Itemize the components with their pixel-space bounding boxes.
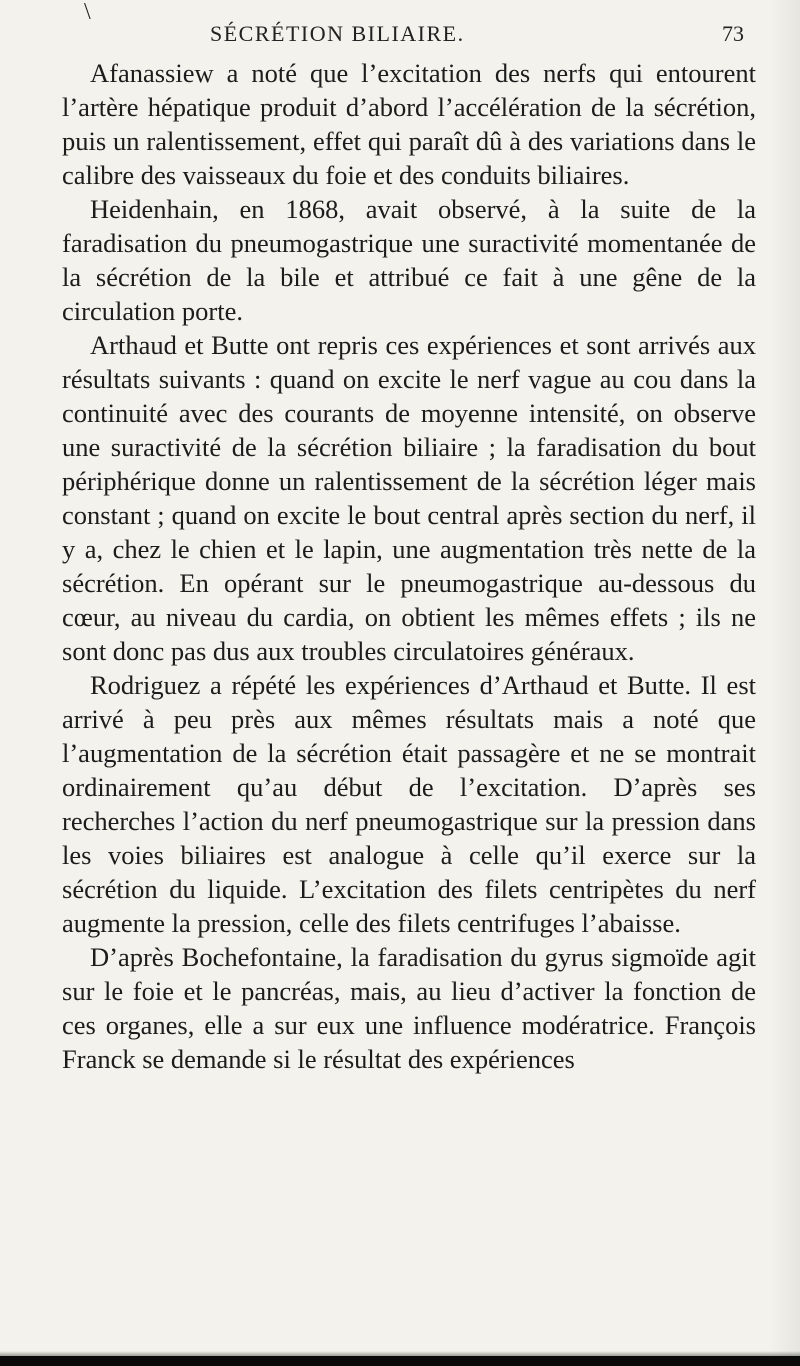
body-text: [62, 56, 756, 1076]
paragraph-bochefontaine: D’après Bochefontaine, la faradisation du gyrus sigmoïde agit sur le foie et le pancréas, mais, au lieu d’activer la fonction de ces organes, elle a sur eux une influence modératrice. François Franck se demande si le résultat des expériences: [62, 942, 756, 1074]
paragraph-rodriguez: Rodriguez a répété les expériences d’Arthaud et Butte. Il est arrivé à peu près aux mêmes résultats mais a noté que l’augmentation de la sécrétion était passagère et ne se montrait ordinairement qu’au début de l’excitation. D’après ses recherches l’action du nerf pneumogastrique sur la pression dans les voies biliaires est analogue à celle qu’il exerce sur la sécrétion du liquide. L’excitation des filets centripètes du nerf augmente la pression, celle des filets centrifuges l’abaisse.: [62, 670, 756, 938]
page-number: 73: [722, 21, 744, 46]
corner-mark: \: [84, 0, 91, 25]
running-head: SÉCRÉTION BILIAIRE.: [210, 21, 465, 46]
bottom-edge-bar: [0, 1356, 800, 1366]
paragraph-heidenhain: Heidenhain, en 1868, avait observé, à la suite de la faradisation du pneumogastrique une suractivité momentanée de la sécrétion de la bile et attribué ce fait à une gêne de la circulation porte.: [62, 194, 756, 326]
paragraph-arthaud-butte: Arthaud et Butte ont repris ces expériences et sont arrivés aux résultats suivants : quand on excite le nerf vague au cou dans la continuité avec des courants de moyenne intensité, on observe une suractivité de la sécrétion biliaire ; la faradisation du bout périphérique donne un ralentissement de la sécrétion léger mais constant ; quand on excite le bout central après section du nerf, il y a, chez le chien et le lapin, une augmentation très nette de la sécrétion. En opérant sur le pneumogastrique au-dessous du cœur, au niveau du cardia, on obtient les mêmes effets ; ils ne sont donc pas dus aux troubles circulatoires généraux.: [62, 330, 756, 666]
page-edge-shadow: [770, 0, 800, 1366]
paragraph-afanassiew: Afanassiew a noté que l’excitation des nerfs qui entourent l’artère hépatique produit d’abord l’accélération de la sécrétion, puis un ralentissement, effet qui paraît dû à des variations dans le calibre des vaisseaux du foie et des conduits biliaires.: [62, 58, 756, 190]
